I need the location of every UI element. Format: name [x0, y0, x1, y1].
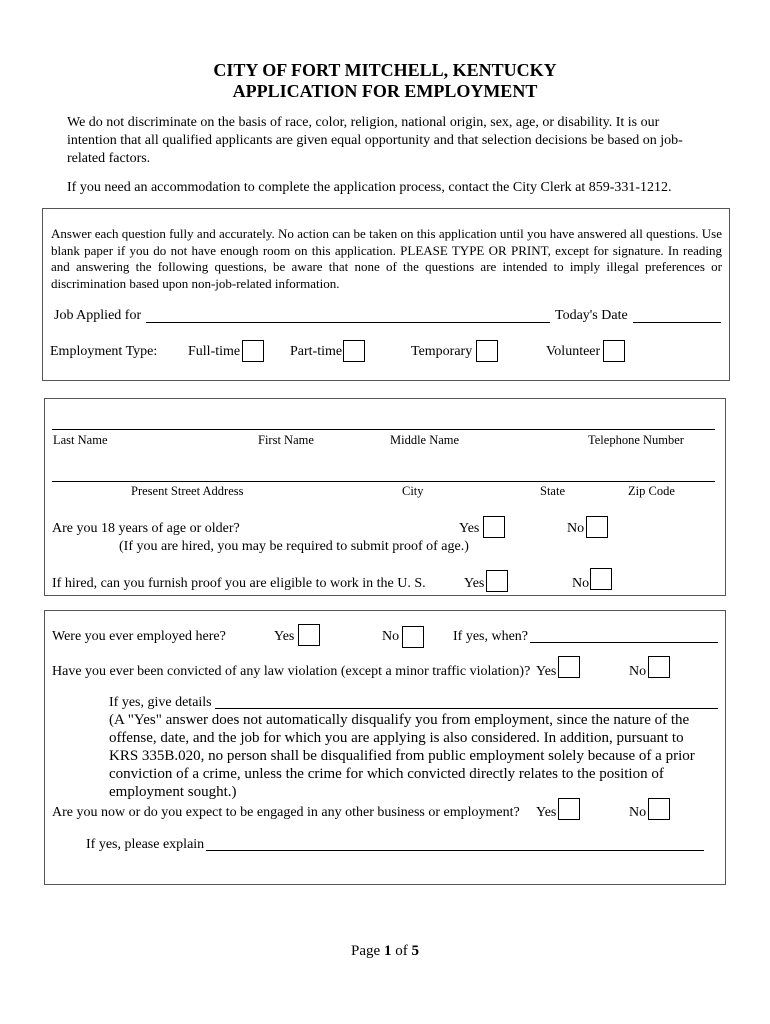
form-title: CITY OF FORT MITCHELL, KENTUCKY [213, 60, 557, 80]
employed-no-checkbox[interactable] [402, 626, 424, 648]
name-phone-field[interactable] [52, 429, 715, 430]
full-time-checkbox[interactable] [242, 340, 264, 362]
age-question: Are you 18 years of age or older? [52, 521, 240, 536]
page-current: 1 [383, 943, 392, 959]
other-business-question: Are you now or do you expect to be engaged in any other business or employment? [52, 805, 520, 820]
conviction-question: Have you ever been convicted of any law violation (except a minor traffic violation)? [52, 664, 531, 679]
full-time-label: Full-time [188, 344, 241, 359]
of-word: of [395, 943, 408, 959]
employed-here-question: Were you ever employed here? [52, 629, 226, 644]
address-field[interactable] [52, 481, 715, 482]
zip-label: Zip Code [628, 484, 675, 498]
eligibility-yes-checkbox[interactable] [486, 570, 508, 592]
conviction-details-field[interactable] [215, 708, 718, 709]
last-name-label: Last Name [53, 433, 108, 447]
temporary-checkbox[interactable] [476, 340, 498, 362]
employed-when-field[interactable] [530, 642, 718, 643]
temporary-label: Temporary [411, 344, 473, 359]
eligibility-no-label: No [572, 576, 590, 591]
todays-date-field[interactable] [633, 322, 721, 323]
part-time-label: Part-time [290, 344, 343, 359]
conviction-no-label: No [629, 664, 647, 679]
age-no-checkbox[interactable] [586, 516, 608, 538]
page-number [0, 943, 770, 960]
conviction-yes-label: Yes [536, 664, 557, 679]
age-yes-label: Yes [459, 521, 480, 536]
part-time-checkbox[interactable] [343, 340, 365, 362]
page-word: Page [351, 943, 381, 959]
give-details-label: If yes, give details [109, 695, 212, 710]
business-yes-checkbox[interactable] [558, 798, 580, 820]
eligibility-yes-label: Yes [464, 576, 485, 591]
business-no-label: No [629, 805, 647, 820]
telephone-label: Telephone Number [588, 433, 684, 447]
conviction-yes-checkbox[interactable] [558, 656, 580, 678]
employment-type-label: Employment Type: [50, 344, 158, 359]
age-proof-note: (If you are hired, you may be required to submit proof of age.) [119, 539, 469, 554]
volunteer-label: Volunteer [546, 344, 601, 359]
business-explain-field[interactable] [206, 850, 704, 851]
please-explain-label: If yes, please explain [86, 837, 205, 852]
form-subtitle: APPLICATION FOR EMPLOYMENT [232, 81, 538, 101]
age-no-label: No [567, 521, 585, 536]
conviction-disclaimer: (A "Yes" answer does not automatically disqualify you from employment, since the nature of the offense, date, and the job for which you are applying is also considered. In addition, pursuant to KRS 335B.020, no person shall be disqualified from public employment solely because of a prior conviction of a crime, unless the crime for which convicted directly relates to the position of employment sought.) [109, 712, 695, 800]
eligibility-question: If hired, can you furnish proof you are eligible to work in the U. S. [52, 576, 426, 591]
city-label: City [402, 484, 424, 498]
todays-date-label: Today's Date [555, 308, 628, 323]
age-yes-checkbox[interactable] [483, 516, 505, 538]
conviction-no-checkbox[interactable] [648, 656, 670, 678]
volunteer-checkbox[interactable] [603, 340, 625, 362]
employed-no-label: No [382, 629, 400, 644]
state-label: State [540, 484, 565, 498]
street-address-label: Present Street Address [131, 484, 244, 498]
instructions-text: Answer each question fully and accurately. No action can be taken on this application until you have answered all questions. Use blank paper if you do not have enough room on this application. PLEASE TYPE OR PRINT, except for signature. In reading and answering the following questions, be aware that none of the questions are intended to imply illegal preferences or discrimination based upon non-job-related information. [51, 226, 722, 291]
employed-yes-label: Yes [274, 629, 295, 644]
if-yes-when-label: If yes, when? [453, 629, 529, 644]
job-applied-field[interactable] [146, 322, 550, 323]
business-yes-label: Yes [536, 805, 557, 820]
accommodation-statement: If you need an accommodation to complete the application process, contact the City Clerk at 859-331-1212. [67, 180, 672, 195]
page-total: 5 [411, 943, 419, 959]
nondiscrimination-statement: We do not discriminate on the basis of race, color, religion, national origin, sex, age, or disability. It is our intention that all qualified applicants are given equal opportunity and that selection decisions be based on job-related factors. [67, 115, 683, 166]
first-name-label: First Name [258, 433, 314, 447]
middle-name-label: Middle Name [390, 433, 460, 447]
job-applied-label: Job Applied for [54, 308, 142, 323]
eligibility-no-checkbox[interactable] [590, 568, 612, 590]
employed-yes-checkbox[interactable] [298, 624, 320, 646]
business-no-checkbox[interactable] [648, 798, 670, 820]
